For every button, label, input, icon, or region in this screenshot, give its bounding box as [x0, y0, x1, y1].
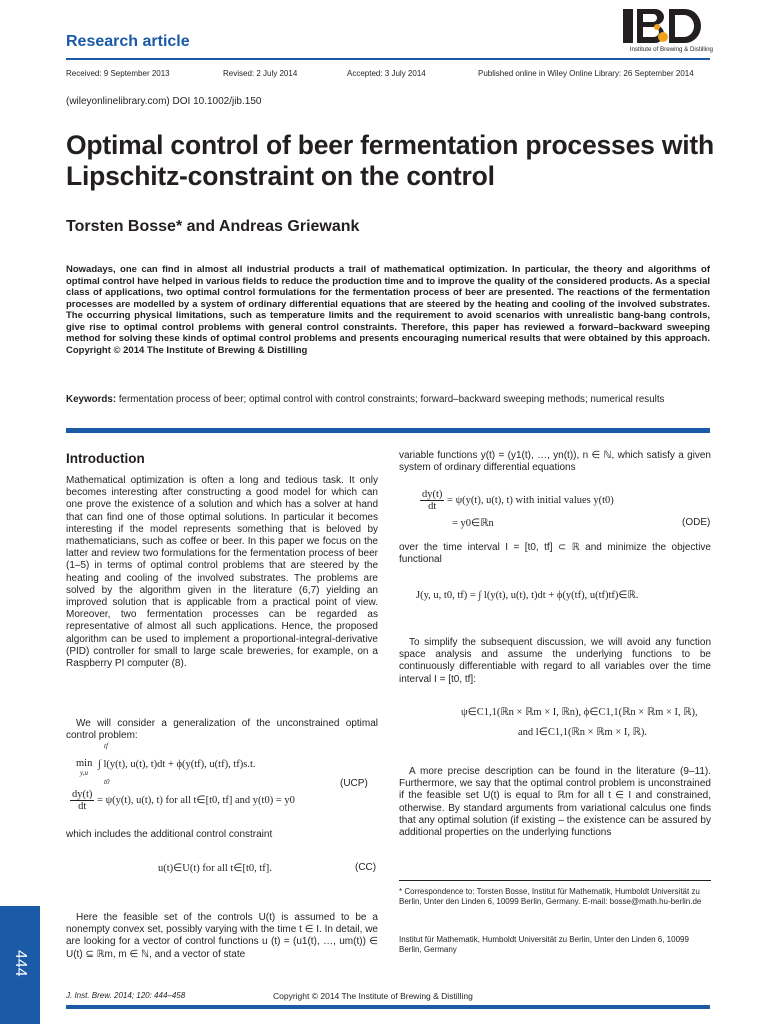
ode-dy: dy(t) — [422, 489, 443, 500]
header-rule — [66, 58, 710, 60]
ode-derivative-fraction — [420, 489, 444, 512]
keywords — [66, 394, 710, 406]
constraint-intro: which includes the additional control constraint — [66, 829, 273, 840]
simplification-paragraph: To simplify the subsequent discussion, we will avoid any function space analysis and assume the underlying functions to be continuously differentiable with regard to all variables over the time interval I = [t0, tf]: — [399, 637, 711, 685]
article-title: Optimal control of beer fermentation processes with Lipschitz-constraint on the control — [66, 130, 715, 191]
ode-rhs: = ψ(y(t), u(t), t) with initial values y(t0) — [447, 494, 614, 506]
ode-dt: dt — [428, 501, 437, 512]
keywords-label: Keywords: — [66, 394, 117, 405]
ucp-ode — [70, 789, 295, 812]
correspondence-footnote: * Correspondence to: Torsten Bosse, Institut für Mathematik, Humboldt Universität zu Berlin, Unter den Linden 6, 10099 Berlin, Germany. E-mail: bosse@math.hu-berlin.de — [399, 887, 702, 906]
regularity-conditions-1: ψ∈C1,1(ℝn × ℝm × I, ℝn), ϕ∈C1,1(ℝn × ℝm × I, ℝ), — [461, 707, 698, 718]
journal-citation: J. Inst. Brew. 2014; 120: 444–458 — [66, 991, 186, 1000]
ucp-objective: ∫ l(y(t), u(t), t)dt + ϕ(y(tf), u(tf), tf)s.t. — [98, 759, 256, 770]
regularity-conditions-2: and l∈C1,1(ℝn × ℝm × I, ℝ). — [518, 727, 648, 738]
ucp-dy: dy(t) — [72, 789, 93, 800]
affiliation-footnote: Institut für Mathematik, Humboldt Universität zu Berlin, Unter den Linden 6, 10099 Berlin, Germany — [399, 935, 689, 954]
doi-line: (wileyonlinelibrary.com) DOI 10.1002/jib.150 — [66, 96, 262, 107]
precise-description-paragraph: A more precise description can be found in the literature (9–11). Furthermore, we say that the optimal control problem is unconstrained if the feasible set U(t) is equal to ℝm for all t ∈ I and constrained, otherwise. By standard arguments from variational calculus one finds that any optimal solution (if existing – the existence can be assured by additional properties on the underlying functions — [399, 766, 711, 839]
published-date: Published online in Wiley Online Library: 26 September 2014 — [478, 69, 694, 78]
ode-equation — [420, 489, 614, 512]
section-rule — [66, 428, 710, 433]
page-number: 444 — [12, 950, 29, 977]
intro-paragraph-2: We will consider a generalization of the unconstrained optimal control problem: — [66, 718, 378, 742]
ibd-logo — [613, 9, 713, 57]
ibd-logo-mark-icon — [617, 7, 713, 45]
ucp-upper-limit: tf — [104, 742, 108, 750]
abstract: Nowadays, one can find in almost all industrial products a trail of mathematical optimization. In particular, the theory and algorithms of optimal control have helped in various fields to reduce the production time and to improve the quality of the considered products. As a special class of applications, two optimal control formulations for the fermentation process of beer are presented. The reactions of the fermentation processes are modelled by a system of ordinary differential equations that are steered by the heating and cooling of the involved substrates. The occurring physical limitations, such as temperature limits and the requirement to avoid scenarios with unrealistic bang-bang controls, give rise to optimal control problems with general control constraints. Therefore, this paper has reviewed a forward–backward sweeping method for solving these kinds of optimal control problems and presents encouraging numerical results that were obtained by this approach. Copyright © 2014 The Institute of Brewing & Distilling — [66, 264, 710, 356]
introduction-heading: Introduction — [66, 451, 145, 466]
footnote-rule — [399, 880, 711, 881]
cc-equation: u(t)∈U(t) for all t∈[t0, tf]. — [158, 863, 272, 874]
ucp-min-operator — [76, 758, 92, 777]
objective-intro: over the time interval I = [t0, tf] ⊂ ℝ and minimize the objective functional — [399, 542, 711, 566]
article-type-label: Research article — [66, 33, 190, 50]
ucp-ode-rhs: = ψ(y(t), u(t), t) for all t∈[t0, tf] and y(t0) = y0 — [97, 794, 295, 806]
ucp-label: (UCP) — [340, 778, 368, 789]
footer-rule — [66, 1005, 710, 1009]
ucp-dt: dt — [78, 801, 87, 812]
page-number-tab — [0, 906, 40, 1024]
ucp-derivative-fraction — [70, 789, 94, 812]
state-variable-paragraph: variable functions y(t) = (y1(t), …, yn(t)), n ∈ ℕ, which satisfy a given system of ordinary differential equations — [399, 450, 711, 474]
footer-copyright: Copyright © 2014 The Institute of Brewing & Distilling — [273, 991, 473, 1001]
ibd-logo-name: Institute of Brewing & Distilling — [629, 46, 713, 53]
objective-functional: J(y, u, t0, tf) = ∫ l(y(t), u(t), t)dt + ϕ(y(tf), u(tf)tf)∈ℝ. — [416, 590, 639, 601]
keywords-text: fermentation process of beer; optimal control with control constraints; forward–backward sweeping methods; numerical results — [118, 394, 665, 405]
feasible-set-paragraph: Here the feasible set of the controls U(t) is assumed to be a nonempty convex set, possibly varying with the time t ∈ I. In detail, we are looking for a vector of control functions u (t) = (u1(t), …, um(t)) ∈ U(t) ⊆ ℝm, m ∈ ℕ, and a vector of state — [66, 912, 378, 960]
ucp-lower-limit: t0 — [104, 778, 110, 786]
article-authors: Torsten Bosse* and Andreas Griewank — [66, 218, 360, 235]
cc-label: (CC) — [355, 862, 377, 873]
received-date: Received: 9 September 2013 — [66, 69, 170, 78]
accepted-date: Accepted: 3 July 2014 — [347, 69, 426, 78]
ode-initial-value: = y0∈ℝn — [452, 518, 494, 529]
ucp-min: min — [76, 758, 93, 769]
intro-paragraph-1: Mathematical optimization is often a long and tedious task. It only becomes interesting after constructing a good model for which can one prove the existence of a solution and which has a solver at hand that can find one of those optimal solutions. In particular it becomes interesting if the model represents something that is beloved by mathematicians, such as coffee or beer. In this paper we focus on the latter and review two formulations for the fermentation process of beer (1–5) in terms of optimal control problems that are steered by the heating and cooling of the involved substrates. The problems are solved by the algorithm given in the literature (6,7) yielding an improved solution that is applicable from a practical point of view. Moreover, two fermentation processes can be regarded as representative of almost all such applications. Hence, the proposed algorithm can be used to implement a proportional-integral-derivative (PID) controller for small to large scale breweries, for example, on a Raspberry PI computer (8). — [66, 475, 378, 670]
revised-date: Revised: 2 July 2014 — [223, 69, 298, 78]
ucp-min-subscript: y,u — [80, 769, 88, 777]
ode-label: (ODE) — [682, 517, 711, 528]
